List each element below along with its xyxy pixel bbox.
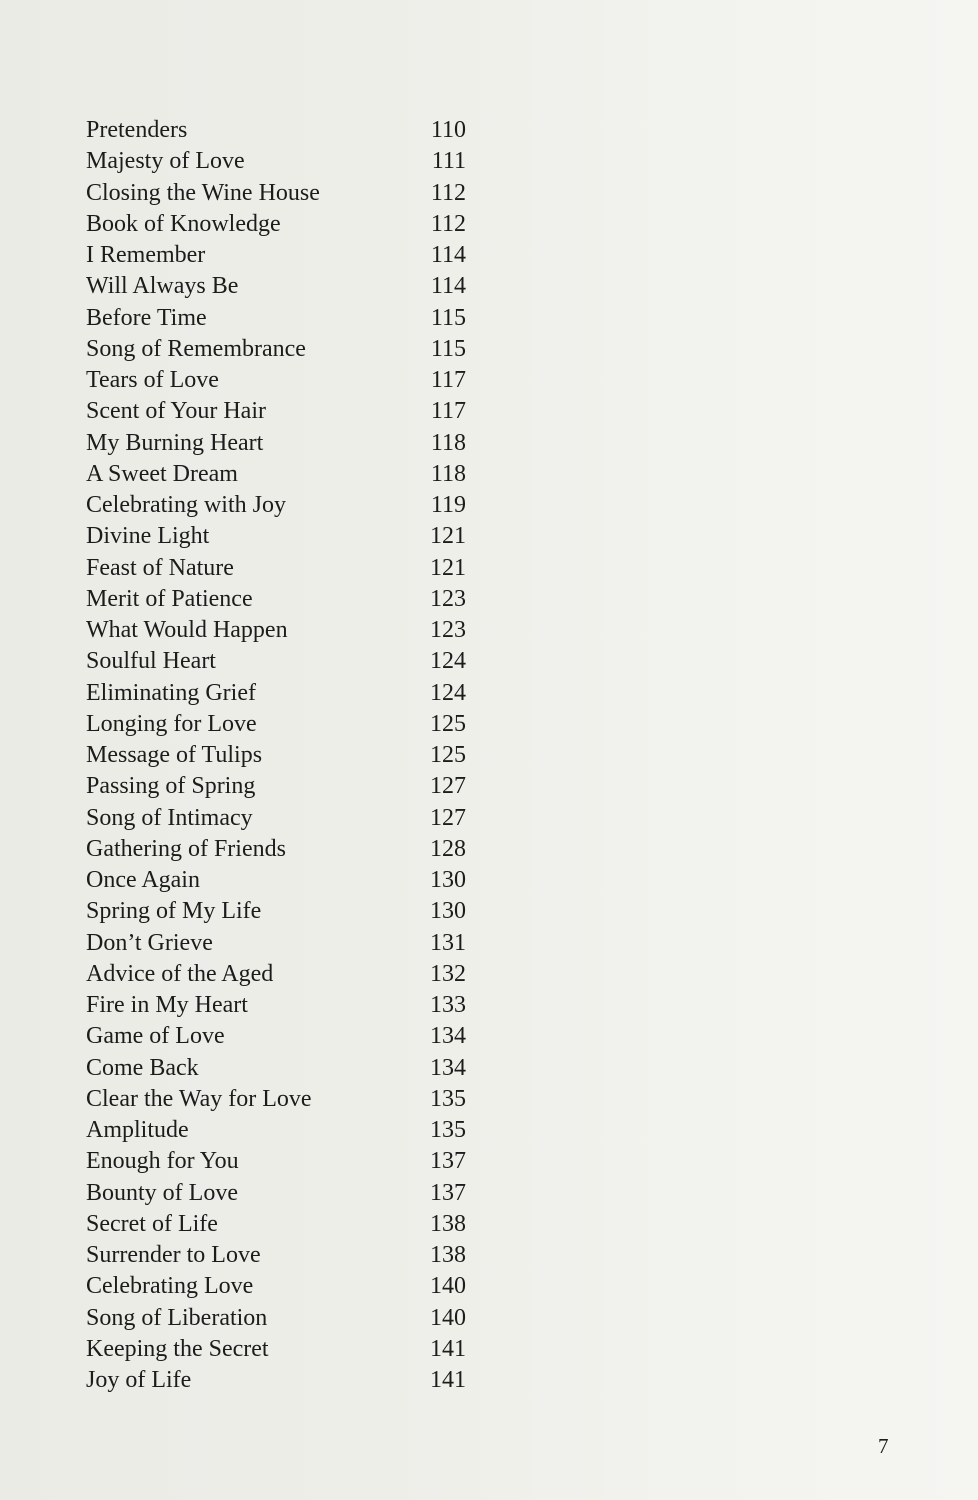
page-number: 7 [878,1434,889,1458]
toc-entry-page: 118 [430,429,466,456]
toc-entry-title: Clear the Way for Love [86,1085,312,1112]
toc-entry-title: Gathering of Friends [86,835,286,862]
toc-entry [86,521,486,552]
toc-entry-title: Divine Light [86,523,210,550]
toc-entry-page: 125 [430,710,466,737]
toc-entry [86,365,486,396]
toc-entry-page: 141 [430,1335,466,1362]
toc-entry-title: Pretenders [86,117,188,143]
toc-entry-page: 121 [430,554,466,581]
toc-entry-title: Celebrating Love [86,1273,254,1300]
toc-entry-title: Joy of Life [86,1367,192,1393]
toc-entry-title: Majesty of Love [86,148,245,175]
toc-entry-title: Advice of the Aged [86,960,274,987]
toc-entry [86,459,486,490]
toc-entry-title: Feast of Nature [86,554,234,581]
toc-entry-page: 127 [430,804,466,831]
toc-entry-title: Merit of Patience [86,585,253,612]
toc-entry-page: 137 [430,1148,466,1175]
toc-entry-title: Eliminating Grief [86,679,256,706]
toc-entry [86,1334,486,1365]
toc-entry [86,428,486,459]
toc-entry-title: Once Again [86,867,200,893]
toc-entry-page: 119 [430,492,466,518]
toc-entry-title: Secret of Life [86,1210,218,1237]
toc-entry-title: What Would Happen [86,617,288,643]
toc-entry-page: 132 [430,960,466,987]
toc-entry [86,209,486,240]
toc-entry [86,1053,486,1084]
toc-entry-page: 137 [430,1179,466,1206]
toc-entry-page: 131 [430,929,466,956]
toc-entry-title: Song of Remembrance [86,335,306,362]
toc-entry-title: Song of Intimacy [86,804,253,831]
toc-entry-title: Bounty of Love [86,1179,238,1206]
toc-entry-page: 121 [430,523,466,550]
toc-entry [86,803,486,834]
toc-entry-title: Book of Knowledge [86,210,281,237]
toc-entry [86,896,486,927]
toc-entry-title: Game of Love [86,1023,225,1050]
toc-entry-title: Song of Liberation [86,1304,268,1331]
toc-entry-title: Keeping the Secret [86,1335,269,1362]
toc-entry-title: Surrender to Love [86,1242,261,1268]
toc-entry-page: 117 [430,398,466,425]
toc-entry-page: 110 [430,117,466,143]
toc-entry-page: 135 [430,1117,466,1143]
toc-entry-page: 138 [430,1210,466,1237]
toc-entry [86,1303,486,1334]
toc-entry [86,1084,486,1115]
toc-entry-page: 130 [430,898,466,925]
toc-entry-page: 114 [430,273,466,300]
toc-entry [86,709,486,740]
toc-entry-page: 114 [430,242,466,268]
toc-entry [86,1178,486,1209]
toc-entry [86,771,486,802]
toc-entry-page: 115 [430,304,466,331]
toc-entry [86,396,486,427]
toc-entry-title: Message of Tulips [86,742,263,768]
toc-entry-title: My Burning Heart [86,429,264,456]
toc-entry-page: 140 [430,1273,466,1300]
toc-entry [86,678,486,709]
toc-entry-page: 117 [430,367,466,393]
toc-entry [86,334,486,365]
toc-entry-title: Longing for Love [86,710,257,737]
toc-entry-title: Celebrating with Joy [86,492,286,518]
toc-entry-page: 124 [430,648,466,675]
toc-entry [86,240,486,271]
toc-entry [86,1021,486,1052]
toc-entry-title: Fire in My Heart [86,992,248,1018]
toc-entry [86,271,486,302]
toc-entry-page: 118 [430,460,466,487]
toc-entry [86,584,486,615]
toc-entry [86,490,486,521]
toc-entry-title: Tears of Love [86,367,219,393]
toc-entry-page: 134 [430,1023,466,1050]
toc-entry-title: Amplitude [86,1117,189,1143]
toc-entry [86,646,486,677]
toc-entry-page: 123 [430,585,466,612]
toc-entry [86,865,486,896]
toc-entry-title: Scent of Your Hair [86,398,266,425]
toc-entry-page: 125 [430,742,466,768]
table-of-contents [86,115,486,1396]
toc-entry-title: A Sweet Dream [86,460,238,487]
toc-entry [86,1146,486,1177]
toc-entry-page: 128 [430,835,466,862]
toc-entry-page: 111 [431,148,466,175]
toc-entry [86,115,486,146]
toc-entry-page: 141 [430,1367,466,1393]
toc-entry [86,959,486,990]
toc-entry-title: Before Time [86,304,207,331]
toc-entry-title: Passing of Spring [86,773,256,800]
toc-entry [86,303,486,334]
toc-entry-page: 112 [430,179,466,206]
toc-entry [86,1240,486,1271]
toc-entry-page: 124 [430,679,466,706]
toc-entry [86,1115,486,1146]
toc-entry-title: Enough for You [86,1148,239,1175]
toc-entry-page: 135 [430,1085,466,1112]
toc-entry [86,1365,486,1396]
toc-entry-title: Will Always Be [86,273,239,300]
toc-entry [86,990,486,1021]
toc-entry-title: Soulful Heart [86,648,216,675]
toc-entry-page: 134 [430,1054,466,1081]
toc-entry-page: 130 [430,867,466,893]
toc-entry-title: I Remember [86,242,206,268]
toc-entry [86,553,486,584]
toc-entry-page: 127 [430,773,466,800]
toc-entry-page: 112 [430,210,466,237]
toc-entry [86,146,486,177]
toc-entry [86,740,486,771]
toc-entry-title: Come Back [86,1054,199,1081]
toc-entry-page: 123 [430,617,466,643]
toc-entry [86,1209,486,1240]
toc-entry [86,834,486,865]
toc-entry-page: 115 [430,335,466,362]
toc-entry [86,928,486,959]
toc-entry-page: 140 [430,1304,466,1331]
toc-entry-title: Spring of My Life [86,898,262,925]
toc-entry-title: Don’t Grieve [86,929,213,956]
toc-entry [86,1271,486,1302]
toc-entry-title: Closing the Wine House [86,179,320,206]
toc-entry-page: 133 [430,992,466,1018]
toc-entry [86,615,486,646]
toc-entry-page: 138 [430,1242,466,1268]
toc-entry [86,178,486,209]
